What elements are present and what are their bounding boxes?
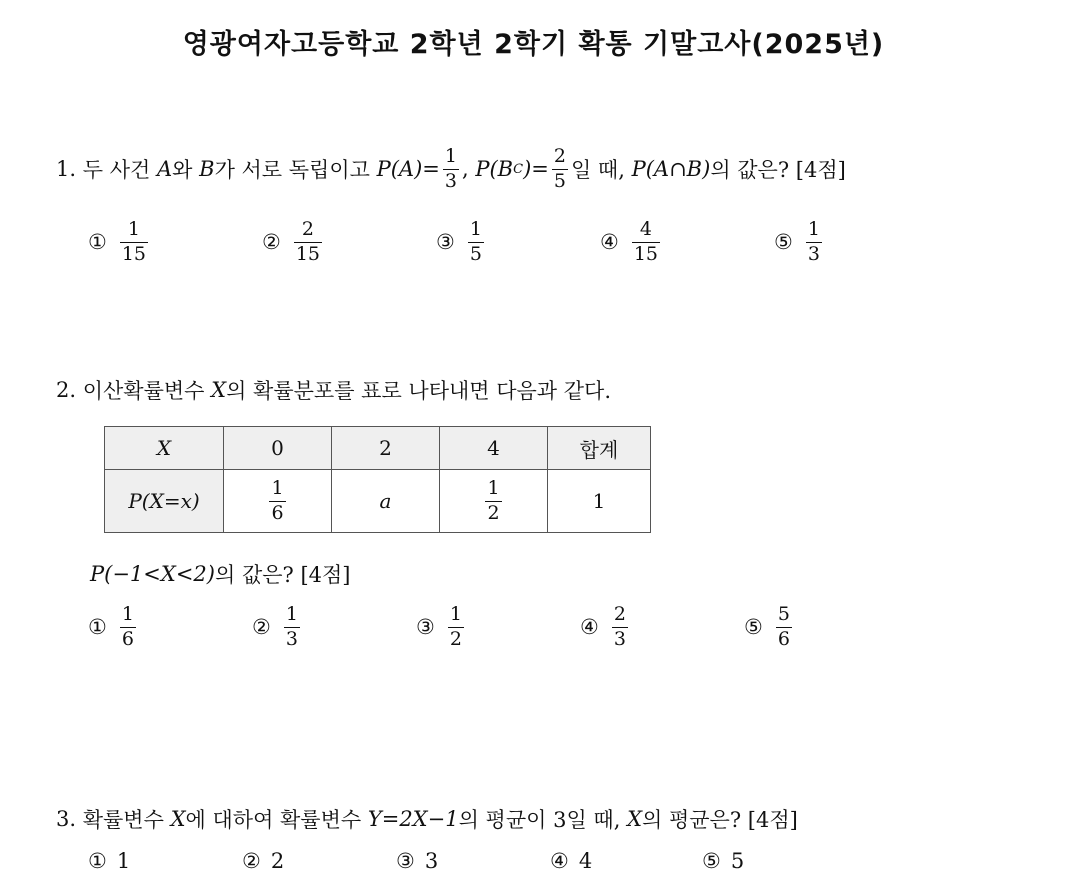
q1-pab: P(A∩B) bbox=[631, 157, 711, 182]
exam-title: 영광여자고등학교 2학년 2학기 확통 기말고사(2025년) bbox=[182, 29, 885, 60]
table-cell-p4: $\frac{1}{2}$ bbox=[440, 470, 548, 533]
q3-choice-1[interactable]: ① 1 bbox=[88, 849, 131, 873]
q2-choice-5[interactable]: ⑤ $\frac{5}{6}$ bbox=[744, 603, 790, 650]
q1-pbc-pre: P(B bbox=[475, 157, 514, 182]
probability-table bbox=[104, 426, 651, 533]
q3-choice-5[interactable]: ⑤ 5 bbox=[702, 849, 745, 873]
q1-pa-fraction: $\frac{1}{3}$ bbox=[444, 145, 457, 192]
q1-wa: 와 bbox=[172, 158, 193, 183]
q3-choice-4[interactable]: ④ 4 bbox=[550, 849, 593, 873]
q1-text-before: 두 사건 bbox=[82, 158, 151, 183]
q1-ga: 가 서로 독립이고 bbox=[214, 158, 370, 183]
q1-pa: P(A)= bbox=[376, 157, 440, 182]
q1-il-ttae: 일 때, bbox=[570, 158, 625, 183]
q1-choice-5[interactable]: ⑤ $\frac{1}{3}$ bbox=[774, 218, 820, 265]
question-3 bbox=[56, 804, 798, 834]
q1-var-b: B bbox=[199, 157, 215, 182]
q1-choice-4[interactable]: ④ $\frac{4}{15}$ bbox=[600, 218, 659, 265]
q3-var-x: X bbox=[170, 807, 186, 831]
q2-number: 2. bbox=[56, 378, 77, 402]
q2-question-math: P(−1<X<2) bbox=[90, 562, 215, 586]
table-prob-row bbox=[105, 470, 651, 533]
table-header-4: 4 bbox=[440, 427, 548, 470]
q2-choice-4[interactable]: ④ $\frac{2}{3}$ bbox=[580, 603, 626, 650]
q3-choice-3[interactable]: ③ 3 bbox=[396, 849, 439, 873]
q1-choice-2[interactable]: ② $\frac{2}{15}$ bbox=[262, 218, 321, 265]
table-header-x: X bbox=[105, 427, 224, 470]
q1-tail: 의 값은? [4점] bbox=[710, 158, 846, 183]
q3-number: 3. bbox=[56, 807, 77, 831]
q1-choice-3[interactable]: ③ $\frac{1}{5}$ bbox=[436, 218, 482, 265]
table-header-0: 0 bbox=[224, 427, 332, 470]
table-row-label: P(X=x) bbox=[105, 470, 224, 533]
q1-pbc-fraction: $\frac{2}{5}$ bbox=[553, 145, 566, 192]
q1-comma: , bbox=[461, 157, 469, 182]
q2-question-tail: 의 값은? [4점] bbox=[214, 563, 351, 587]
q1-choice-1[interactable]: ① $\frac{1}{15}$ bbox=[88, 218, 147, 265]
q3-formula: Y=2X−1 bbox=[367, 807, 459, 831]
q3-text-c: 의 평균이 3일 때, bbox=[458, 808, 621, 832]
question-1 bbox=[56, 147, 846, 192]
q2-text-b: 의 확률분포를 표로 나타내면 다음과 같다. bbox=[226, 379, 612, 403]
table-header-row bbox=[105, 427, 651, 470]
q3-choice-2[interactable]: ② 2 bbox=[242, 849, 285, 873]
q2-subquestion bbox=[90, 559, 350, 589]
q1-pbc-post: )= bbox=[523, 157, 549, 182]
table-header-total: 합계 bbox=[548, 427, 651, 470]
q1-var-a: A bbox=[156, 157, 173, 182]
question-2 bbox=[56, 375, 611, 405]
q2-var-x: X bbox=[211, 378, 227, 402]
q2-choice-3[interactable]: ③ $\frac{1}{2}$ bbox=[416, 603, 462, 650]
table-cell-p2: a bbox=[332, 470, 440, 533]
table-cell-total: 1 bbox=[548, 470, 651, 533]
q2-choice-2[interactable]: ② $\frac{1}{3}$ bbox=[252, 603, 298, 650]
q3-text-a: 확률변수 bbox=[82, 808, 164, 832]
q2-text-a: 이산확률변수 bbox=[82, 379, 205, 403]
table-cell-p0: $\frac{1}{6}$ bbox=[224, 470, 332, 533]
q3-text-d: 의 평균은? [4점] bbox=[642, 808, 798, 832]
q2-choice-1[interactable]: ① $\frac{1}{6}$ bbox=[88, 603, 134, 650]
table-header-2: 2 bbox=[332, 427, 440, 470]
q1-number: 1. bbox=[56, 157, 77, 182]
q3-var-x2: X bbox=[627, 807, 643, 831]
q3-text-b: 에 대하여 확률변수 bbox=[185, 808, 362, 832]
q1-pbc-sup: C bbox=[513, 161, 524, 177]
